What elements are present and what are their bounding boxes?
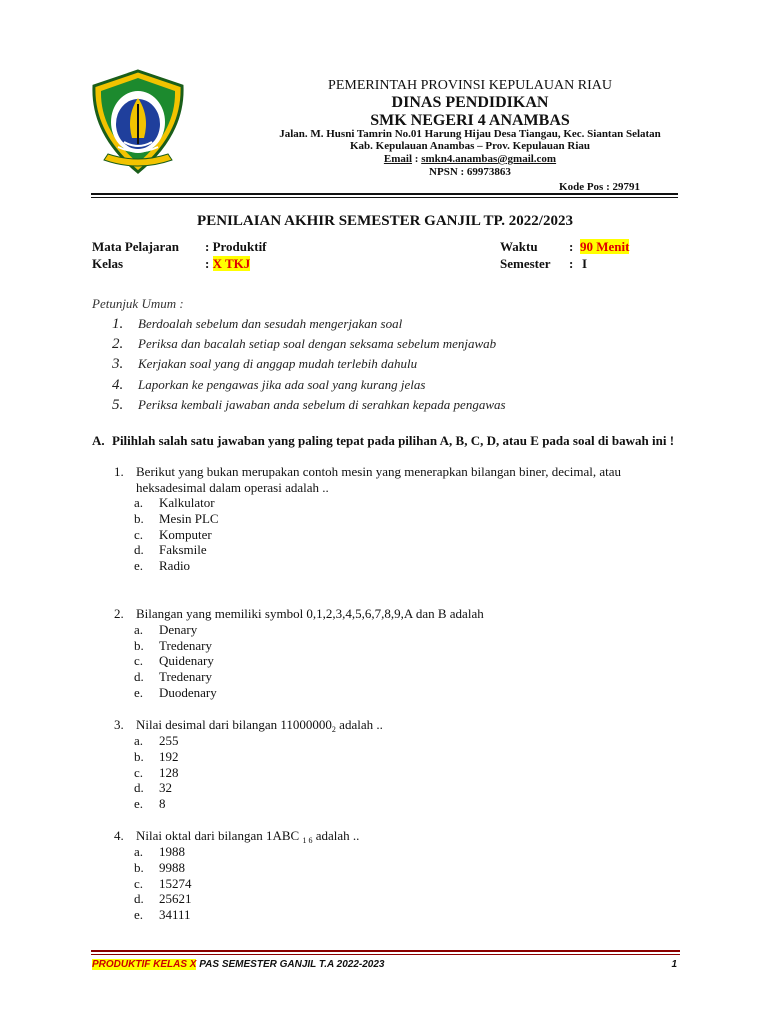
option-text: 8 bbox=[159, 796, 166, 811]
question-number: 3. bbox=[114, 717, 124, 732]
option-letter: a. bbox=[134, 844, 144, 859]
instruction-number: 1. bbox=[112, 316, 124, 332]
question-text: Nilai desimal dari bilangan 11000000 bbox=[136, 717, 332, 732]
question-number: 4. bbox=[114, 828, 124, 843]
question-text: Nilai oktal dari bilangan 1ABC bbox=[136, 828, 303, 843]
instruction-number: 2. bbox=[112, 336, 124, 352]
email-separator: : bbox=[412, 153, 422, 165]
option-1d[interactable] bbox=[134, 542, 207, 557]
option-4e[interactable] bbox=[134, 907, 191, 922]
option-1e[interactable] bbox=[134, 558, 190, 573]
option-letter: a. bbox=[134, 733, 144, 748]
option-letter: e. bbox=[134, 907, 144, 922]
option-3c[interactable] bbox=[134, 765, 179, 780]
option-letter: a. bbox=[134, 495, 144, 510]
option-letter: d. bbox=[134, 891, 144, 906]
option-4d[interactable] bbox=[134, 891, 192, 906]
option-3e[interactable] bbox=[134, 796, 166, 811]
footer-divider-thin bbox=[91, 954, 680, 955]
kelas-label: Kelas bbox=[92, 256, 124, 271]
option-letter: c. bbox=[134, 527, 144, 542]
question-text: Bilangan yang memiliki symbol 0,1,2,3,4,5,6,7,8,9,A dan B adalah bbox=[136, 606, 484, 621]
letterhead-divider-thin bbox=[91, 197, 678, 198]
email-value[interactable]: smkn4.anambas@gmail.com bbox=[421, 153, 557, 165]
option-letter: e. bbox=[134, 685, 144, 700]
mapel-value: : Produktif bbox=[205, 239, 267, 254]
option-4a[interactable] bbox=[134, 844, 185, 859]
question-2 bbox=[114, 606, 484, 621]
kelas-value: X TKJ bbox=[212, 256, 251, 271]
mapel-label: Mata Pelajaran bbox=[92, 239, 180, 254]
option-4b[interactable] bbox=[134, 860, 185, 875]
option-text: Radio bbox=[159, 558, 191, 573]
waktu-colon: : bbox=[569, 239, 574, 254]
waktu-value bbox=[580, 239, 629, 255]
government-name: PEMERINTAH PROVINSI KEPULAUAN RIAU bbox=[328, 78, 612, 93]
school-logo bbox=[88, 68, 188, 176]
option-letter: b. bbox=[134, 749, 144, 764]
option-2d[interactable] bbox=[134, 669, 212, 684]
semester-colon: : bbox=[569, 256, 574, 271]
department-name: DINAS PENDIDIKAN bbox=[391, 94, 549, 111]
instruction-number: 5. bbox=[112, 397, 124, 413]
option-text: Duodenary bbox=[159, 685, 217, 700]
option-text: Tredenary bbox=[159, 638, 212, 653]
footer-subject: PRODUKTIF KELAS X bbox=[92, 959, 197, 970]
option-3a[interactable] bbox=[134, 733, 179, 748]
option-text: 255 bbox=[159, 733, 179, 748]
school-name: SMK NEGERI 4 ANAMBAS bbox=[370, 112, 570, 129]
address-line-1: Jalan. M. Husni Tamrin No.01 Harung Hijau Desa Tiangau, Kec. Siantan Selatan bbox=[279, 128, 661, 140]
instruction-item bbox=[112, 397, 506, 414]
question-text-end: adalah .. bbox=[312, 828, 360, 843]
section-letter: A. bbox=[92, 433, 105, 448]
option-letter: b. bbox=[134, 511, 144, 526]
option-2c[interactable] bbox=[134, 653, 214, 668]
option-text: 1988 bbox=[159, 844, 185, 859]
question-text: Berikut yang bukan merupakan contoh mesin yang menerapkan bilangan biner, decimal, atau bbox=[136, 464, 622, 479]
waktu-value-text: 90 Menit bbox=[580, 239, 630, 254]
option-text: 9988 bbox=[159, 860, 185, 875]
option-text: 34111 bbox=[159, 907, 191, 922]
letterhead-divider-thick bbox=[91, 193, 678, 195]
instruction-item bbox=[112, 336, 496, 353]
option-text: 25621 bbox=[159, 891, 192, 906]
section-a-instruction bbox=[92, 432, 692, 450]
option-1a[interactable] bbox=[134, 495, 215, 510]
instruction-text: Kerjakan soal yang di anggap mudah terlebih dahulu bbox=[138, 356, 418, 371]
base-subscript: 1 6 bbox=[302, 836, 313, 845]
option-letter: b. bbox=[134, 638, 144, 653]
postal-code: Kode Pos : 29791 bbox=[559, 181, 640, 193]
instruction-number: 3. bbox=[112, 356, 124, 372]
base-subscript: 2 bbox=[331, 725, 336, 734]
instruction-text: Berdoalah sebelum dan sesudah mengerjakan soal bbox=[138, 316, 403, 331]
semester-label: Semester bbox=[500, 256, 551, 271]
option-text: Tredenary bbox=[159, 669, 212, 684]
option-text: 192 bbox=[159, 749, 179, 764]
option-letter: c. bbox=[134, 653, 144, 668]
email-line bbox=[190, 154, 750, 165]
question-1-line-2: heksadesimal dalam operasi adalah .. bbox=[136, 480, 329, 495]
option-letter: d. bbox=[134, 669, 144, 684]
kelas-row bbox=[205, 256, 250, 272]
semester-value: I bbox=[582, 256, 588, 271]
email-label: Email bbox=[383, 153, 413, 165]
instruction-item bbox=[112, 316, 402, 333]
exam-title: PENILAIAN AKHIR SEMESTER GANJIL TP. 2022/2023 bbox=[197, 213, 573, 229]
option-letter: a. bbox=[134, 622, 144, 637]
option-text: 15274 bbox=[159, 876, 192, 891]
option-letter: e. bbox=[134, 558, 144, 573]
instruction-number: 4. bbox=[112, 377, 124, 393]
instruction-item bbox=[112, 356, 417, 373]
provincial-crest-icon bbox=[88, 68, 188, 176]
question-1-line-1 bbox=[114, 464, 621, 479]
question-number: 2. bbox=[114, 606, 124, 621]
instruction-text: Laporkan ke pengawas jika ada soal yang kurang jelas bbox=[138, 377, 426, 392]
option-text: Kalkulator bbox=[159, 495, 215, 510]
option-3d[interactable] bbox=[134, 780, 172, 795]
option-text: Komputer bbox=[159, 527, 212, 542]
footer-exam-info: PAS SEMESTER GANJIL T.A 2022-2023 bbox=[196, 959, 385, 970]
option-1b[interactable] bbox=[134, 511, 219, 526]
option-letter: b. bbox=[134, 860, 144, 875]
option-2e[interactable] bbox=[134, 685, 217, 700]
option-2b[interactable] bbox=[134, 638, 212, 653]
waktu-label: Waktu bbox=[500, 239, 538, 254]
question-number: 1. bbox=[114, 464, 124, 479]
page-number: 1 bbox=[671, 959, 677, 970]
option-2a[interactable] bbox=[134, 622, 197, 637]
address-line-2: Kab. Kepulauan Anambas – Prov. Kepulauan Riau bbox=[349, 140, 591, 152]
option-3b[interactable] bbox=[134, 749, 179, 764]
option-4c[interactable] bbox=[134, 876, 192, 891]
option-text: Quidenary bbox=[159, 653, 214, 668]
instruction-item bbox=[112, 377, 425, 394]
option-text: Mesin PLC bbox=[159, 511, 219, 526]
instructions-heading: Petunjuk Umum : bbox=[92, 296, 184, 311]
option-letter: d. bbox=[134, 542, 144, 557]
option-letter: e. bbox=[134, 796, 144, 811]
option-text: 128 bbox=[159, 765, 179, 780]
option-letter: c. bbox=[134, 876, 144, 891]
page-footer bbox=[92, 959, 384, 970]
option-text: Denary bbox=[159, 622, 198, 637]
option-text: Faksmile bbox=[159, 542, 207, 557]
instruction-text: Periksa kembali jawaban anda sebelum di serahkan kepada pengawas bbox=[138, 397, 506, 412]
kelas-colon: : bbox=[205, 256, 213, 271]
option-1c[interactable] bbox=[134, 527, 212, 542]
npsn-line: NPSN : 69973863 bbox=[429, 166, 511, 178]
footer-divider-thick bbox=[91, 950, 680, 952]
question-text-end: adalah .. bbox=[335, 717, 383, 732]
option-letter: d. bbox=[134, 780, 144, 795]
option-letter: c. bbox=[134, 765, 144, 780]
option-text: 32 bbox=[159, 780, 172, 795]
instruction-text: Periksa dan bacalah setiap soal dengan seksama sebelum menjawab bbox=[138, 336, 497, 351]
section-text: Pilihlah salah satu jawaban yang paling tepat pada pilihan A, B, C, D, atau E pada soal di bawah ini ! bbox=[112, 433, 675, 448]
